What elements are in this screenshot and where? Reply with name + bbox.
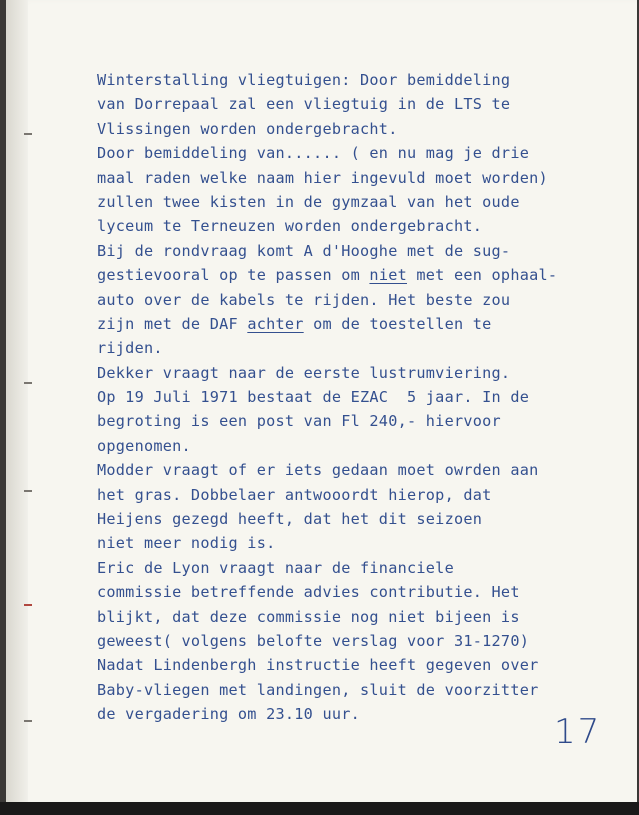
text-line: blijkt, dat deze commissie nog niet bijeen is xyxy=(97,607,520,626)
text-line: Modder vraagt of er iets gedaan moet owrden aan xyxy=(97,461,539,480)
margin-mark xyxy=(24,133,32,135)
text-line: geweest( volgens belofte verslag voor 31-1270) xyxy=(97,631,530,650)
text-line: niet meer nodig is. xyxy=(97,534,276,553)
text-line xyxy=(97,312,617,336)
text-line: maal raden welke naam hier ingevuld moet worden) xyxy=(97,168,548,187)
page-number: 17 xyxy=(554,712,602,752)
text-line: Eric de Lyon vraagt naar de financiele xyxy=(97,558,454,577)
text-segment: met een ophaal- xyxy=(407,266,558,285)
text-line: Nadat Lindenbergh instructie heeft gegeven over xyxy=(97,656,539,675)
text-segment: zijn met de DAF xyxy=(97,314,248,333)
text-line: Heijens gezegd heeft, dat het dit seizoen xyxy=(97,510,483,529)
margin-mark xyxy=(24,604,32,606)
binding-edge xyxy=(6,0,28,805)
scan-border xyxy=(0,802,639,815)
underlined-word: niet xyxy=(369,266,407,285)
text-line: Dekker vraagt naar de eerste lustrumviering. xyxy=(97,363,511,382)
text-line: zullen twee kisten in de gymzaal van het oude xyxy=(97,192,520,211)
text-line: het gras. Dobbelaer antwooordt hierop, dat xyxy=(97,485,492,504)
margin-mark xyxy=(24,720,32,722)
margin-mark xyxy=(24,490,32,492)
text-line: Baby-vliegen met landingen, sluit de voorzitter xyxy=(97,680,539,699)
text-line: lyceum te Terneuzen worden ondergebracht. xyxy=(97,217,483,236)
text-line: Vlissingen worden ondergebracht. xyxy=(97,119,398,138)
text-segment: om de toestellen te xyxy=(303,314,492,333)
text-line xyxy=(97,263,617,287)
document-page xyxy=(6,0,637,805)
text-line: Bij de rondvraag komt A d'Hooghe met de sug- xyxy=(97,241,511,260)
text-line: rijden. xyxy=(97,339,163,358)
underlined-word: achter xyxy=(247,314,304,333)
text-line: begroting is een post van Fl 240,- hiervoor xyxy=(97,412,501,431)
text-line: commissie betreffende advies contributie. Het xyxy=(97,583,520,602)
text-line: Door bemiddeling van...... ( en nu mag je drie xyxy=(97,144,530,163)
text-segment: gestievooral op te passen om xyxy=(97,266,370,285)
text-line: Winterstalling vliegtuigen: Door bemiddeling xyxy=(97,71,511,89)
text-line: Op 19 Juli 1971 bestaat de EZAC 5 jaar. In de xyxy=(97,388,530,407)
text-line: auto over de kabels te rijden. Het beste zou xyxy=(97,290,511,309)
typewritten-text xyxy=(97,68,617,727)
text-line: opgenomen. xyxy=(97,436,191,455)
text-line: de vergadering om 23.10 uur. xyxy=(97,705,361,724)
margin-mark xyxy=(24,382,32,384)
text-line: van Dorrepaal zal een vliegtuig in de LTS te xyxy=(97,95,511,114)
